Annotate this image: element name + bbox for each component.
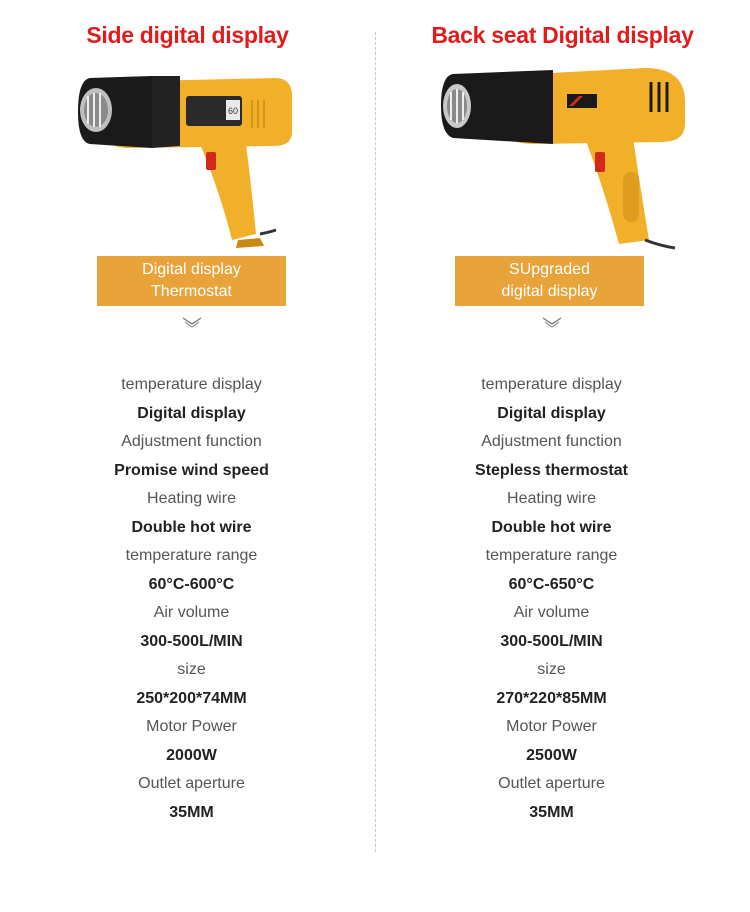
spec-list (364, 371, 739, 827)
chevron-down-icon (541, 316, 563, 330)
spec-label: size (537, 661, 566, 678)
product-column-back-display (375, 0, 750, 912)
column-title: Side digital display (86, 22, 289, 48)
spec-value: 300-500L/MIN (140, 632, 243, 650)
spec-label: temperature display (481, 376, 622, 393)
spec-value: 35MM (169, 803, 214, 821)
spec-value: Digital display (497, 404, 606, 422)
feature-label (455, 256, 644, 306)
feature-label (97, 256, 286, 306)
spec-label: Adjustment function (481, 433, 622, 450)
spec-value: Double hot wire (131, 518, 252, 536)
spec-value: 300-500L/MIN (500, 632, 603, 650)
spec-label: Outlet aperture (498, 775, 605, 792)
spec-value: 2000W (166, 746, 217, 764)
spec-value: Double hot wire (491, 518, 612, 536)
feature-label-line: Digital display (142, 261, 241, 278)
spec-label: Heating wire (507, 490, 596, 507)
spec-label: temperature display (121, 376, 262, 393)
spec-list (4, 371, 379, 827)
spec-label: size (177, 661, 206, 678)
feature-label-line: Thermostat (151, 283, 232, 300)
spec-value: 35MM (529, 803, 574, 821)
spec-label: temperature range (485, 547, 618, 564)
spec-label: Adjustment function (121, 433, 262, 450)
heat-gun-side-display-image (60, 62, 315, 252)
spec-value: Stepless thermostat (475, 461, 628, 479)
spec-value: 60°C-650°C (508, 575, 595, 593)
spec-label: Air volume (153, 604, 230, 621)
spec-value: Promise wind speed (114, 461, 269, 479)
spec-label: temperature range (125, 547, 258, 564)
spec-value: 60°C-600°C (148, 575, 235, 593)
spec-label: Air volume (513, 604, 590, 621)
spec-value: 270*220*85MM (496, 689, 607, 707)
spec-label: Motor Power (146, 718, 237, 735)
spec-label: Outlet aperture (138, 775, 245, 792)
spec-value: Digital display (137, 404, 246, 422)
display-readout: 60 (227, 106, 239, 116)
heat-gun-back-display-image (435, 62, 690, 252)
spec-value: 2500W (526, 746, 577, 764)
spec-label: Motor Power (506, 718, 597, 735)
column-title: Back seat Digital display (431, 22, 694, 48)
feature-label-line: digital display (501, 283, 598, 300)
spec-value: 250*200*74MM (136, 689, 247, 707)
chevron-down-icon (181, 316, 203, 330)
spec-label: Heating wire (147, 490, 236, 507)
feature-label-line: SUpgraded (509, 261, 590, 278)
